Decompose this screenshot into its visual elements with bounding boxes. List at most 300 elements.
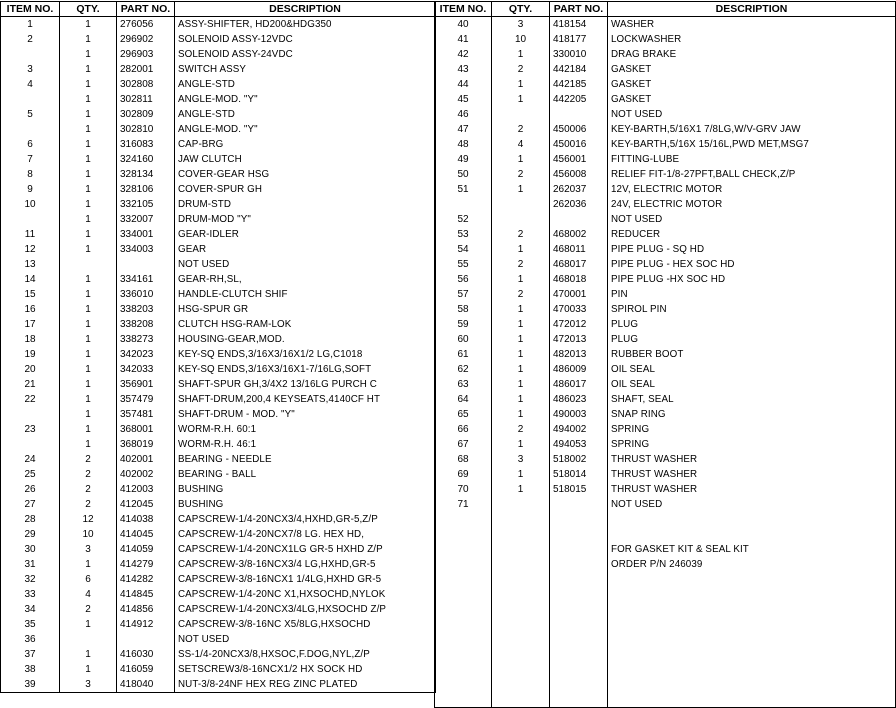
cell-qty: 1 — [60, 47, 117, 62]
cell-part-no: 416030 — [117, 647, 175, 662]
cell-qty — [492, 572, 550, 587]
cell-description: FOR GASKET KIT & SEAL KIT — [608, 542, 896, 557]
cell-item-no: 8 — [1, 167, 60, 182]
cell-part-no: 336010 — [117, 287, 175, 302]
cell-part-no: 442184 — [550, 62, 608, 77]
table-row — [1, 572, 436, 587]
cell-description: PIN — [608, 287, 896, 302]
cell-item-no: 48 — [435, 137, 492, 152]
table-row — [435, 692, 896, 708]
cell-qty: 1 — [60, 92, 117, 107]
cell-description: ANGLE-STD — [175, 107, 436, 122]
cell-qty — [60, 632, 117, 647]
cell-qty: 1 — [492, 407, 550, 422]
cell-part-no — [550, 617, 608, 632]
cell-description: CLUTCH HSG-RAM-LOK — [175, 317, 436, 332]
cell-description: SPRING — [608, 422, 896, 437]
table-row — [1, 122, 436, 137]
cell-description: JAW CLUTCH — [175, 152, 436, 167]
cell-part-no: 328134 — [117, 167, 175, 182]
cell-qty: 2 — [60, 602, 117, 617]
cell-description — [608, 602, 896, 617]
cell-item-no: 65 — [435, 407, 492, 422]
cell-description: CAPSCREW-1/4-20NCX1LG GR-5 HXHD Z/P — [175, 542, 436, 557]
cell-qty: 1 — [60, 182, 117, 197]
cell-qty: 2 — [60, 467, 117, 482]
cell-description: NOT USED — [608, 107, 896, 122]
table-row — [435, 497, 896, 512]
table-row — [1, 272, 436, 287]
table-row — [435, 227, 896, 242]
cell-item-no: 9 — [1, 182, 60, 197]
cell-description: GEAR — [175, 242, 436, 257]
table-row — [435, 632, 896, 647]
table-row — [1, 347, 436, 362]
cell-description: WORM-R.H. 60:1 — [175, 422, 436, 437]
cell-qty: 1 — [60, 107, 117, 122]
cell-qty: 1 — [60, 137, 117, 152]
table-row — [435, 602, 896, 617]
cell-part-no: 456008 — [550, 167, 608, 182]
cell-description: BEARING - BALL — [175, 467, 436, 482]
cell-description: SHAFT-SPUR GH,3/4X2 13/16LG PURCH C — [175, 377, 436, 392]
table-row — [1, 137, 436, 152]
table-row — [435, 557, 896, 572]
cell-description: PIPE PLUG - HEX SOC HD — [608, 257, 896, 272]
cell-description: WASHER — [608, 17, 896, 33]
cell-description: GASKET — [608, 77, 896, 92]
cell-part-no: 418154 — [550, 17, 608, 33]
cell-item-no: 28 — [1, 512, 60, 527]
cell-qty: 6 — [60, 572, 117, 587]
cell-item-no: 26 — [1, 482, 60, 497]
header-qty: QTY. — [60, 2, 117, 17]
table-row — [1, 527, 436, 542]
cell-item-no: 35 — [1, 617, 60, 632]
cell-item-no: 70 — [435, 482, 492, 497]
table-row — [435, 467, 896, 482]
cell-qty: 4 — [492, 137, 550, 152]
cell-qty: 1 — [60, 407, 117, 422]
cell-qty — [492, 512, 550, 527]
cell-item-no: 43 — [435, 62, 492, 77]
cell-description: SHAFT-DRUM - MOD. "Y" — [175, 407, 436, 422]
table-row — [1, 197, 436, 212]
cell-item-no: 69 — [435, 467, 492, 482]
cell-part-no: 324160 — [117, 152, 175, 167]
table-row — [1, 662, 436, 677]
cell-qty: 1 — [492, 302, 550, 317]
table-header-row — [435, 2, 896, 17]
cell-description — [608, 587, 896, 602]
cell-item-no: 24 — [1, 452, 60, 467]
cell-description — [608, 662, 896, 677]
cell-description — [608, 512, 896, 527]
cell-description: PIPE PLUG -HX SOC HD — [608, 272, 896, 287]
cell-qty: 1 — [60, 332, 117, 347]
cell-description: CAPSCREW-1/4-20NCX3/4LG,HXSOCHD Z/P — [175, 602, 436, 617]
cell-part-no: 414856 — [117, 602, 175, 617]
cell-part-no: 302811 — [117, 92, 175, 107]
cell-part-no: 456001 — [550, 152, 608, 167]
table-row — [435, 32, 896, 47]
cell-part-no — [550, 557, 608, 572]
table-row — [435, 332, 896, 347]
header-description: DESCRIPTION — [608, 2, 896, 17]
cell-qty: 1 — [60, 77, 117, 92]
cell-item-no: 68 — [435, 452, 492, 467]
cell-description: KEY-BARTH,5/16X1 7/8LG,W/V-GRV JAW — [608, 122, 896, 137]
table-row — [1, 62, 436, 77]
cell-part-no — [550, 692, 608, 708]
cell-item-no — [435, 602, 492, 617]
table-row — [435, 317, 896, 332]
cell-qty: 2 — [60, 482, 117, 497]
cell-part-no: 450016 — [550, 137, 608, 152]
cell-qty: 1 — [492, 152, 550, 167]
cell-item-no: 16 — [1, 302, 60, 317]
cell-item-no: 54 — [435, 242, 492, 257]
table-row — [435, 572, 896, 587]
table-row — [1, 377, 436, 392]
cell-qty: 3 — [492, 452, 550, 467]
table-row — [435, 272, 896, 287]
cell-description — [608, 632, 896, 647]
table-row — [435, 257, 896, 272]
cell-part-no: 402002 — [117, 467, 175, 482]
cell-description: DRAG BRAKE — [608, 47, 896, 62]
cell-description: ORDER P/N 246039 — [608, 557, 896, 572]
table-row — [1, 317, 436, 332]
table-row — [435, 137, 896, 152]
cell-item-no — [435, 692, 492, 708]
cell-qty: 1 — [492, 47, 550, 62]
cell-description: SETSCREW3/8-16NCX1/2 HX SOCK HD — [175, 662, 436, 677]
cell-part-no: 402001 — [117, 452, 175, 467]
table-row — [435, 152, 896, 167]
cell-description: NOT USED — [175, 632, 436, 647]
cell-qty — [492, 527, 550, 542]
cell-description: ANGLE-MOD. "Y" — [175, 122, 436, 137]
table-row — [1, 287, 436, 302]
cell-item-no: 46 — [435, 107, 492, 122]
cell-description: THRUST WASHER — [608, 452, 896, 467]
cell-qty: 3 — [60, 542, 117, 557]
cell-item-no: 6 — [1, 137, 60, 152]
table-row — [1, 422, 436, 437]
cell-part-no — [550, 572, 608, 587]
table-row — [435, 242, 896, 257]
cell-item-no: 11 — [1, 227, 60, 242]
cell-part-no: 368019 — [117, 437, 175, 452]
cell-qty: 1 — [492, 92, 550, 107]
cell-part-no: 356901 — [117, 377, 175, 392]
cell-part-no — [117, 632, 175, 647]
cell-qty: 2 — [492, 167, 550, 182]
cell-part-no: 486017 — [550, 377, 608, 392]
cell-description: CAPSCREW-1/4-20NCX7/8 LG. HEX HD, — [175, 527, 436, 542]
cell-part-no: 412003 — [117, 482, 175, 497]
cell-qty: 1 — [492, 332, 550, 347]
cell-description: SPRING — [608, 437, 896, 452]
table-row — [435, 362, 896, 377]
cell-part-no: 342023 — [117, 347, 175, 362]
cell-description: SOLENOID ASSY-24VDC — [175, 47, 436, 62]
cell-description: ANGLE-MOD. "Y" — [175, 92, 436, 107]
cell-part-no: 416059 — [117, 662, 175, 677]
cell-qty: 1 — [60, 437, 117, 452]
cell-qty: 1 — [60, 227, 117, 242]
cell-item-no: 39 — [1, 677, 60, 693]
cell-qty: 4 — [60, 587, 117, 602]
table-row — [435, 122, 896, 137]
table-row — [435, 482, 896, 497]
table-row — [435, 167, 896, 182]
cell-part-no: 342033 — [117, 362, 175, 377]
cell-item-no: 20 — [1, 362, 60, 377]
cell-part-no: 330010 — [550, 47, 608, 62]
cell-description: 12V, ELECTRIC MOTOR — [608, 182, 896, 197]
cell-part-no: 494053 — [550, 437, 608, 452]
cell-part-no: 468011 — [550, 242, 608, 257]
cell-item-no: 40 — [435, 17, 492, 33]
table-row — [435, 107, 896, 122]
cell-item-no — [435, 677, 492, 692]
cell-part-no — [550, 587, 608, 602]
table-row — [435, 77, 896, 92]
cell-part-no: 334003 — [117, 242, 175, 257]
cell-item-no — [1, 437, 60, 452]
table-row — [1, 362, 436, 377]
cell-item-no — [435, 662, 492, 677]
cell-item-no: 63 — [435, 377, 492, 392]
cell-item-no: 37 — [1, 647, 60, 662]
cell-qty — [492, 497, 550, 512]
cell-part-no — [550, 107, 608, 122]
cell-item-no — [435, 512, 492, 527]
cell-item-no: 52 — [435, 212, 492, 227]
cell-description: GEAR-IDLER — [175, 227, 436, 242]
cell-qty: 1 — [492, 317, 550, 332]
table-row — [1, 407, 436, 422]
table-row — [435, 392, 896, 407]
cell-description: 24V, ELECTRIC MOTOR — [608, 197, 896, 212]
cell-description: ASSY-SHIFTER, HD200&HDG350 — [175, 17, 436, 33]
cell-qty: 1 — [492, 362, 550, 377]
parts-table-right-body — [435, 17, 896, 708]
table-row — [1, 437, 436, 452]
cell-part-no — [550, 677, 608, 692]
cell-part-no: 296902 — [117, 32, 175, 47]
table-row — [435, 197, 896, 212]
cell-item-no: 50 — [435, 167, 492, 182]
cell-description: FITTING-LUBE — [608, 152, 896, 167]
table-row — [435, 62, 896, 77]
cell-item-no: 31 — [1, 557, 60, 572]
table-row — [435, 287, 896, 302]
cell-part-no: 414045 — [117, 527, 175, 542]
cell-item-no: 2 — [1, 32, 60, 47]
table-row — [1, 167, 436, 182]
cell-description: NOT USED — [175, 257, 436, 272]
table-row — [1, 482, 436, 497]
table-row — [435, 452, 896, 467]
cell-item-no: 1 — [1, 17, 60, 33]
cell-item-no — [1, 212, 60, 227]
cell-qty: 1 — [60, 32, 117, 47]
cell-qty — [492, 557, 550, 572]
cell-part-no — [550, 527, 608, 542]
cell-qty — [492, 587, 550, 602]
cell-description: CAPSCREW-1/4-20NC X1,HXSOCHD,NYLOK — [175, 587, 436, 602]
table-row — [435, 47, 896, 62]
cell-item-no: 64 — [435, 392, 492, 407]
cell-description: THRUST WASHER — [608, 482, 896, 497]
cell-description: ANGLE-STD — [175, 77, 436, 92]
cell-description: REDUCER — [608, 227, 896, 242]
cell-part-no: 442185 — [550, 77, 608, 92]
cell-part-no — [550, 512, 608, 527]
cell-description: THRUST WASHER — [608, 467, 896, 482]
cell-description: CAPSCREW-3/8-16NCX3/4 LG,HXHD,GR-5 — [175, 557, 436, 572]
cell-description: GASKET — [608, 62, 896, 77]
cell-item-no: 19 — [1, 347, 60, 362]
table-row — [435, 647, 896, 662]
table-row — [435, 302, 896, 317]
table-row — [435, 212, 896, 227]
cell-part-no: 414279 — [117, 557, 175, 572]
table-row — [1, 32, 436, 47]
table-row — [1, 212, 436, 227]
cell-description: CAPSCREW-1/4-20NCX3/4,HXHD,GR-5,Z/P — [175, 512, 436, 527]
cell-qty — [492, 542, 550, 557]
table-row — [1, 257, 436, 272]
cell-description: DRUM-MOD "Y" — [175, 212, 436, 227]
cell-qty: 1 — [60, 122, 117, 137]
cell-part-no: 490003 — [550, 407, 608, 422]
cell-description: SPIROL PIN — [608, 302, 896, 317]
table-row — [435, 587, 896, 602]
cell-qty — [492, 602, 550, 617]
table-row — [435, 527, 896, 542]
cell-part-no: 486009 — [550, 362, 608, 377]
cell-item-no — [435, 542, 492, 557]
cell-description: HSG-SPUR GR — [175, 302, 436, 317]
cell-part-no: 518015 — [550, 482, 608, 497]
cell-item-no: 38 — [1, 662, 60, 677]
header-part-no: PART NO. — [550, 2, 608, 17]
cell-part-no: 328106 — [117, 182, 175, 197]
cell-item-no: 59 — [435, 317, 492, 332]
table-row — [1, 332, 436, 347]
table-row — [1, 602, 436, 617]
cell-part-no: 338203 — [117, 302, 175, 317]
cell-description: SNAP RING — [608, 407, 896, 422]
cell-item-no: 55 — [435, 257, 492, 272]
cell-qty: 1 — [60, 17, 117, 33]
cell-qty: 1 — [60, 197, 117, 212]
cell-item-no: 22 — [1, 392, 60, 407]
header-item-no: ITEM NO. — [435, 2, 492, 17]
cell-qty: 1 — [60, 647, 117, 662]
cell-description — [608, 617, 896, 632]
cell-qty: 1 — [492, 182, 550, 197]
cell-item-no: 10 — [1, 197, 60, 212]
cell-item-no: 23 — [1, 422, 60, 437]
cell-item-no — [435, 527, 492, 542]
cell-item-no: 42 — [435, 47, 492, 62]
table-row — [1, 47, 436, 62]
header-description: DESCRIPTION — [175, 2, 436, 17]
cell-item-no: 62 — [435, 362, 492, 377]
cell-part-no: 486023 — [550, 392, 608, 407]
cell-description — [608, 572, 896, 587]
cell-part-no: 414059 — [117, 542, 175, 557]
cell-qty: 2 — [492, 257, 550, 272]
table-row — [1, 92, 436, 107]
cell-qty: 1 — [492, 467, 550, 482]
cell-item-no: 34 — [1, 602, 60, 617]
cell-item-no: 12 — [1, 242, 60, 257]
cell-item-no: 13 — [1, 257, 60, 272]
parts-table-left-body — [1, 17, 436, 693]
cell-qty — [492, 107, 550, 122]
cell-qty: 1 — [60, 287, 117, 302]
cell-qty: 1 — [60, 317, 117, 332]
cell-description: PLUG — [608, 317, 896, 332]
cell-description: SS-1/4-20NCX3/8,HXSOC,F.DOG,NYL,Z/P — [175, 647, 436, 662]
cell-part-no: 482013 — [550, 347, 608, 362]
cell-part-no: 338208 — [117, 317, 175, 332]
cell-description: WORM-R.H. 46:1 — [175, 437, 436, 452]
cell-part-no: 414282 — [117, 572, 175, 587]
cell-item-no: 45 — [435, 92, 492, 107]
cell-qty — [60, 257, 117, 272]
cell-part-no: 316083 — [117, 137, 175, 152]
cell-part-no — [550, 542, 608, 557]
cell-item-no: 29 — [1, 527, 60, 542]
cell-item-no: 41 — [435, 32, 492, 47]
cell-part-no: 470033 — [550, 302, 608, 317]
cell-qty: 1 — [60, 662, 117, 677]
table-row — [435, 182, 896, 197]
cell-qty: 1 — [60, 617, 117, 632]
cell-description: OIL SEAL — [608, 377, 896, 392]
cell-part-no — [550, 497, 608, 512]
cell-qty: 10 — [60, 527, 117, 542]
table-row — [1, 302, 436, 317]
cell-item-no — [1, 407, 60, 422]
cell-description — [608, 527, 896, 542]
cell-item-no — [435, 647, 492, 662]
cell-qty: 10 — [492, 32, 550, 47]
cell-part-no: 302809 — [117, 107, 175, 122]
table-row — [435, 617, 896, 632]
cell-item-no: 3 — [1, 62, 60, 77]
cell-part-no — [117, 257, 175, 272]
cell-qty: 12 — [60, 512, 117, 527]
cell-qty: 1 — [60, 557, 117, 572]
cell-part-no: 468002 — [550, 227, 608, 242]
cell-part-no: 262036 — [550, 197, 608, 212]
cell-item-no: 44 — [435, 77, 492, 92]
cell-description: NOT USED — [608, 212, 896, 227]
table-row — [435, 542, 896, 557]
cell-part-no — [550, 212, 608, 227]
cell-qty: 2 — [492, 287, 550, 302]
cell-part-no: 296903 — [117, 47, 175, 62]
cell-part-no: 368001 — [117, 422, 175, 437]
